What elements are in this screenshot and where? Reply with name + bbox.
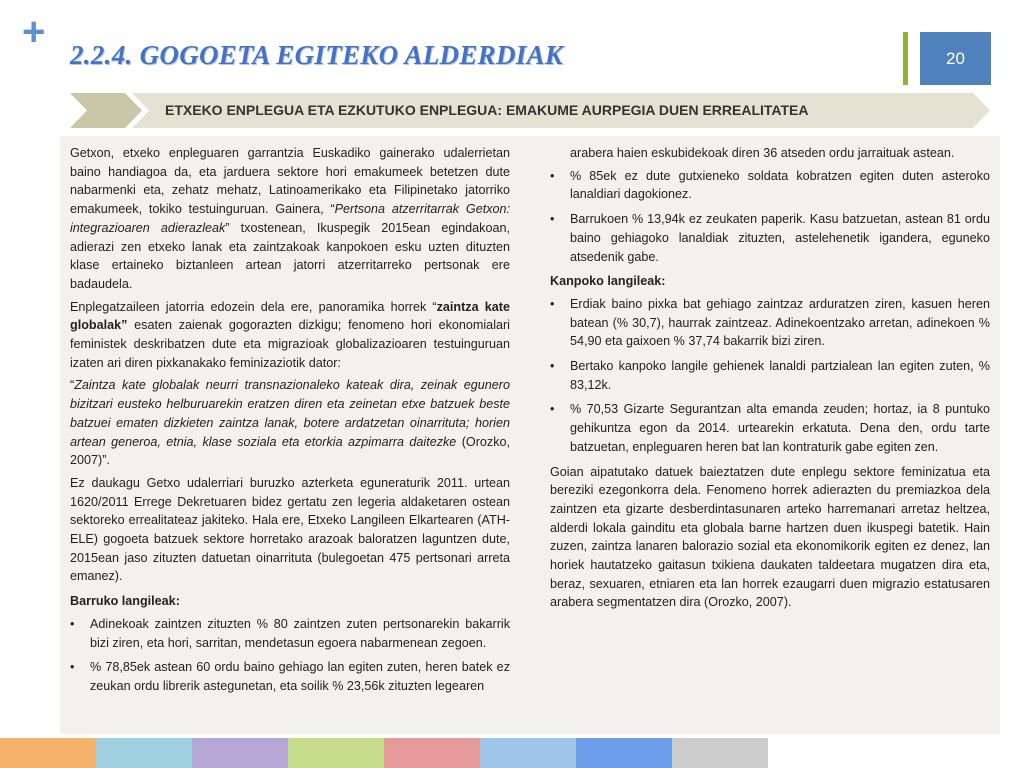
content-panel [60, 136, 1000, 734]
heading-internal-workers: Barruko langileak: [70, 594, 180, 609]
plus-icon: + [22, 10, 46, 54]
footer-color-segment [480, 738, 576, 768]
footer-color-segment [96, 738, 192, 768]
bullet-icon: • [550, 402, 555, 417]
section-banner [70, 93, 990, 128]
paragraph: Ez daukagu Getxo udalerriari buruzko azterketa eguneraturik 2011. urtean 1620/2011 Errege Dekretuaren bidez gertatu zen legeria aldaketaren ostean sektoreko errealitateaz jakiteko. Hala ere, Etxeko Langileen Elkartearen (ATH-ELE) gogoeta batzuek sektore horretako arazoak baloratzen laguntzen dute, 2015ean jaso zituzten datuetan oinarrituta (bulegoetan 475 pertsonari arreta emanez). [70, 475, 510, 584]
conclusion-paragraph: Goian aipatutako datuek baieztatzen dute enplegu sektore feminizatua eta bereziki ezegonkorra dela. Fenomeno horrek adierazten du premiazkoa dela zaintzen eta gizarte desberdintasunaren arteko harremanari arretaz heltzea, alderdi lokala gainditu eta globala barne hartzen duen ikuspegi batetik. Hain zuzen, zaintza lanaren balorazio sozial eta ekonomikorik egiten ez denez, lan horiek hautatzeko gaitasun txikiena daukaten taldeetara mugatzen dira eta, beraz, sexuaren, etniaren eta lan horrek ezaugarri duen migrazio estatusaren arabera segmentatzen dira (Orozko, 2007). [550, 464, 990, 610]
bullet-icon: • [550, 168, 555, 183]
bullet-icon: • [550, 359, 555, 374]
left-column [70, 144, 510, 702]
list-item-continuation: arabera haien eskubidekoak diren 36 atseden ordu jarraituak astean. [570, 146, 955, 160]
list-item: • Barrukoen % 13,94k ez zeukaten paperik. Kasu batzuetan, astean 81 ordu baino gehiagoko lanaldiak zituzten, astelehenetik igandera, eguneko atsedenik gabe. [550, 212, 990, 264]
heading-external-workers: Kanpoko langileak: [550, 274, 666, 289]
paragraph: Getxon, etxeko enpleguaren garrantzia Euskadiko gainerako udalerrietan baino handiagoa da, eta jarduera sektore hori emakumeek betetzen dute nabarmenki eta, zehatz mehatz, Latinoamerikako eta Filipinetako jatorriko emakumeek, tokiko testuinguruan. Gainera, “Pertsona atzerritarrak Getxon: integrazioaren adierazleak” txostenean, Ikuspegik 2015ean egindakoan, adierazi zen etxeko lanak eta zaintzakoak kanpokoen esku uzten dituzten klase ertaineko biztanleen artean jatorri atzerritarreko pertsonak ere badaudela. [70, 146, 510, 291]
footer-color-segment [576, 738, 672, 768]
list-item: • Adinekoak zaintzen zituzten % 80 zaintzen zuten pertsonarekin bakarrik bizi ziren, eta hori, sarritan, mendetasun egoera nabarmenean zegoen. [70, 616, 510, 650]
green-divider [903, 32, 908, 85]
slide-title: 2.2.4. GOGOETA EGITEKO ALDERDIAK [70, 40, 564, 70]
footer-color-segment [288, 738, 384, 768]
quote-paragraph: “Zaintza kate globalak neurri transnazionaleko kateak dira, zeinak egunero bizitzari eusteko helburuarekin eratzen diren eta zeinetan etxe batzuek beste batzuei ematen dizkieten zaintza lanak, botere ardatzetan oinarrituta; horien artean generoa, etnia, klase soziala eta etorkia azpimarra daitezke (Orozko, 2007)”. [70, 378, 510, 468]
list-item: • Bertako kanpoko langile gehienek lanaldi partzialean lan egiten zuten, % 83,12k. [550, 359, 990, 392]
footer-color-segment [384, 738, 480, 768]
list-item: • Erdiak baino pixka bat gehiago zaintzaz arduratzen ziren, kasuen heren batean (% 30,7), haurrak zaintzeaz. Adinekoentzako arretan, adinekoen % 54,90 eta gaixoen % 37,74 bakarrik bizi ziren. [550, 296, 990, 349]
footer-color-segment [192, 738, 288, 768]
footer-color-segment [672, 738, 768, 768]
footer-color-segment [0, 738, 96, 768]
list-item: • % 85ek ez dute gutxieneko soldata kobratzen egiten duten asteroko lanaldiari dagokionez. [550, 168, 990, 202]
right-column [550, 144, 990, 616]
banner-title: ETXEKO ENPLEGUA ETA EZKUTUKO ENPLEGUA: EMAKUME AURPEGIA DUEN ERREALITATEA [165, 102, 809, 118]
bullet-icon: • [550, 212, 555, 227]
bullet-icon: • [70, 660, 75, 675]
list-item: • % 70,53 Gizarte Segurantzan alta emanda zeuden; hortaz, ia 8 puntuko gehikuntza egon da 2014. urtearekin erkatuta. Dena den, ordu tarte batzuetan, enpleguaren heren bat lan kontraturik gabe egiten zen. [550, 402, 990, 454]
bullet-icon: • [70, 616, 75, 631]
paragraph: Enplegatzaileen jatorria edozein dela ere, panoramika horrek “zaintza kate globalak” esaten zaienak gogorazten dizkigu; fenomeno hori ekonomialari feministek deskribatzen dute eta migrazioak globalizazioaren testuinguruan izaten ari diren pixkanakako feminizaziotik dator: [70, 299, 510, 370]
list-item: • % 78,85ek astean 60 ordu baino gehiago lan egiten zuten, heren batek ez zeukan ordu librerik astegunetan, eta soilik % 23,56k zituzten legearen [70, 660, 510, 693]
bullet-icon: • [550, 296, 555, 311]
page-number: 20 [920, 32, 991, 85]
